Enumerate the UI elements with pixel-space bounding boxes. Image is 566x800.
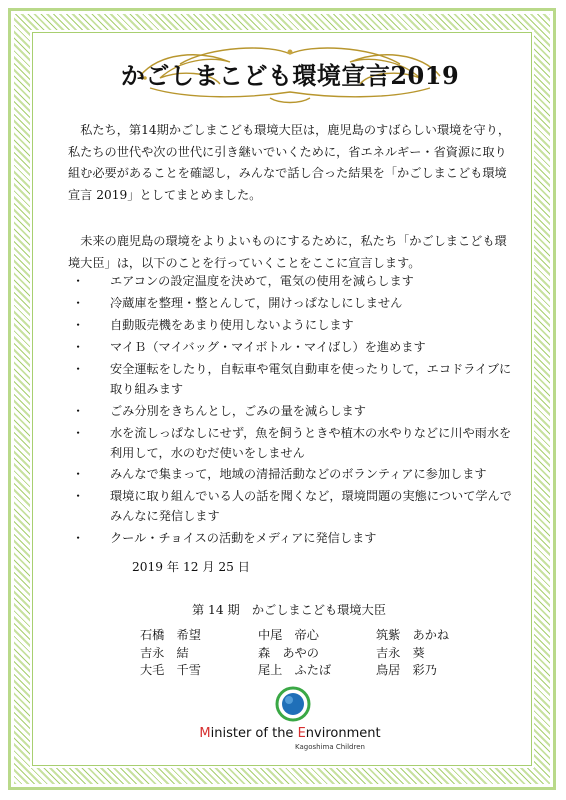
list-item (72, 338, 516, 358)
bullet-mark: ・ (72, 531, 85, 546)
list-item (72, 424, 516, 464)
list-item-text: 安全運転をしたり，自転車や電気自動車を使ったりして，エコドライブに取り組みます (110, 361, 512, 396)
list-item (72, 294, 516, 314)
bullet-mark: ・ (72, 339, 85, 354)
logo-subtitle: Kagoshima Children (295, 743, 365, 751)
list-item (72, 465, 516, 485)
names-row (140, 662, 494, 680)
list-item-text: みんなで集まって，地域の清掃活動などのボランティアに参加します (110, 467, 487, 482)
minister-name: 森 あやの (258, 645, 319, 660)
list-item-text: クール・チョイスの活動をメディアに発信します (110, 531, 377, 546)
list-item-text: 自動販売機をあまり使用しないようにします (110, 317, 354, 332)
logo-wordmark: Minister of the Environment (199, 726, 381, 741)
bullet-mark: ・ (72, 403, 85, 418)
list-item-text: マイＢ（マイバッグ・マイボトル・マイばし）を進めます (110, 339, 426, 354)
bullet-mark: ・ (72, 425, 85, 440)
globe-icon (275, 686, 311, 722)
bullet-mark: ・ (72, 467, 85, 482)
minister-name: 筑紫 あかね (376, 628, 450, 642)
list-item-text: 水を流しっぱなしにせず，魚を飼うときや植木の水やりなどに川や雨水を利用して，水のむだ使いをしません (110, 425, 512, 460)
list-item (72, 316, 516, 336)
list-item-text: 冷蔵庫を整理・整とんして，開けっぱなしにしません (110, 295, 403, 310)
minister-name: 吉永 結 (140, 645, 189, 660)
list-item (72, 272, 516, 292)
minister-term: 第 14 期 かごしまこども環境大臣 (192, 603, 386, 617)
names-row (140, 645, 494, 663)
declaration-date: 2019 年 12 月 25 日 (132, 560, 250, 574)
names-row (140, 627, 494, 645)
minister-name: 大毛 千雪 (140, 663, 201, 677)
list-item-text: エアコンの設定温度を決めて，電気の使用を減らします (110, 274, 414, 288)
document-content (40, 36, 526, 756)
title-banner (120, 42, 460, 106)
minister-names (140, 627, 494, 680)
bullet-mark: ・ (72, 295, 85, 310)
minister-name: 尾上 ふたば (258, 663, 332, 677)
intro-paragraph: 私たち，第14期かごしまこども環境大臣は，鹿児島のすばらしい環境を守り，私たちの世代や次の世代に引き継いでいくために，省エネルギー・省資源に取り組む必要があることを確認し，みんなで話し合った結果を「かごしまこども環境宣言 2019」としてまとめました。 (68, 123, 511, 202)
minister-name: 吉永 葵 (376, 645, 425, 660)
minister-name: 石橋 希望 (140, 628, 201, 642)
minister-logo (190, 686, 390, 758)
list-item (72, 360, 516, 400)
minister-name: 中尾 帝心 (258, 628, 319, 642)
bullet-mark: ・ (72, 317, 85, 332)
bullet-mark: ・ (72, 489, 85, 504)
pledge-list (72, 272, 516, 551)
minister-name: 鳥居 彩乃 (376, 663, 437, 677)
list-item-text: 環境に取り組んでいる人の話を聞くなど，環境問題の実態について学んでみんなに発信します (110, 489, 512, 524)
bullet-mark: ・ (72, 361, 85, 376)
bullet-mark: ・ (72, 274, 85, 288)
list-item-text: ごみ分別をきちんとし，ごみの量を減らします (110, 403, 366, 418)
list-item (72, 402, 516, 422)
list-item (72, 487, 516, 527)
page-title: かごしまこども環境宣言2019 (120, 61, 460, 90)
list-item (72, 529, 516, 549)
declaration-paragraph: 未来の鹿児島の環境をよりよいものにするために，私たち「かごしまこども環境大臣」は，以下のことを行っていくことをここに宣言します。 (68, 234, 507, 270)
